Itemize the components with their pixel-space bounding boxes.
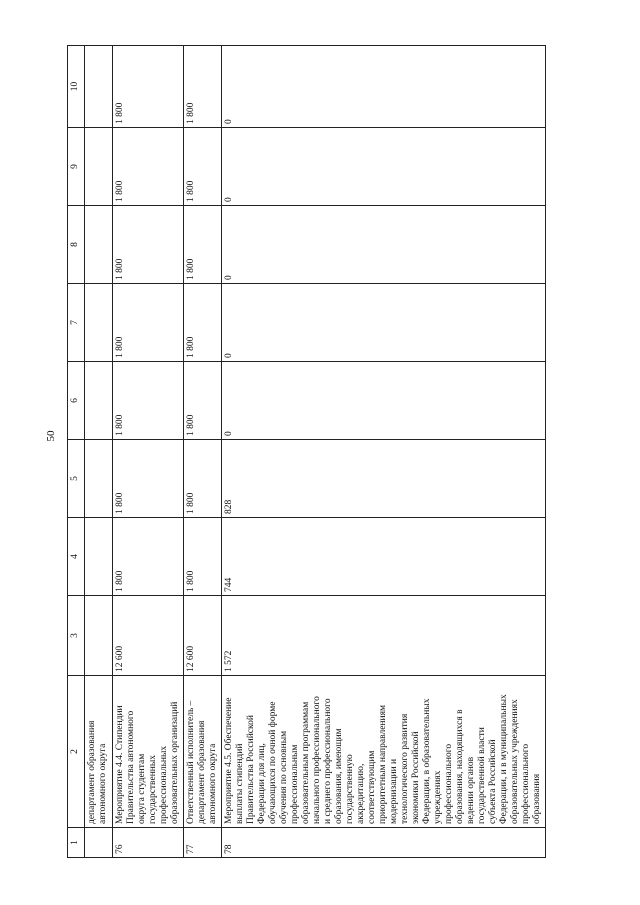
cell-value: 1 800 bbox=[184, 46, 222, 128]
page-number: 50 bbox=[45, 430, 57, 442]
cell-value: 0 bbox=[222, 46, 546, 128]
cell-value bbox=[85, 46, 113, 128]
column-header: 4 bbox=[68, 518, 85, 596]
table-row bbox=[113, 46, 184, 858]
column-header: 8 bbox=[68, 206, 85, 284]
cell-value bbox=[85, 284, 113, 362]
cell-value: 0 bbox=[222, 362, 546, 440]
cell-value: 744 bbox=[222, 518, 546, 596]
cell-value: 1 800 bbox=[113, 128, 184, 206]
row-description: Мероприятие 4.4. Стипендии Правительства автономного округа студентам государственных профессиональных образовательных организаций bbox=[113, 676, 184, 828]
row-description: Мероприятие 4.5. Обеспечение выплаты стипендий Правительства Российской Федерации для лиц, обучающихся по очной форме обучения по основным профессиональным образовательным программам начального профессионального и среднего профессионального образования, имеющим государственную аккредитацию, соответствующим приоритетным направлениям модернизации и технологического развития экономики Российской Федерации, в образовательных учреждениях профессионального образования, находящихся в ведении органов государственной власти субъекта Российской Федерации, и в муниципальных образовательных учреждениях профессионального образования bbox=[222, 676, 546, 828]
row-description: департамент образования автономного округа bbox=[85, 676, 113, 828]
cell-value: 0 bbox=[222, 284, 546, 362]
cell-value: 1 800 bbox=[113, 206, 184, 284]
cell-value: 1 800 bbox=[184, 284, 222, 362]
cell-value: 1 800 bbox=[184, 518, 222, 596]
cell-value: 0 bbox=[222, 206, 546, 284]
cell-value bbox=[85, 518, 113, 596]
row-index: 76 bbox=[113, 828, 184, 858]
cell-value bbox=[85, 128, 113, 206]
data-table bbox=[67, 45, 546, 858]
cell-value bbox=[85, 362, 113, 440]
cell-value: 1 800 bbox=[113, 284, 184, 362]
cell-value: 1 800 bbox=[184, 206, 222, 284]
column-header: 3 bbox=[68, 596, 85, 676]
cell-value: 828 bbox=[222, 440, 546, 518]
cell-value: 1 800 bbox=[184, 440, 222, 518]
column-header: 1 bbox=[68, 828, 85, 858]
cell-value bbox=[85, 596, 113, 676]
table-row bbox=[184, 46, 222, 858]
cell-value: 1 800 bbox=[184, 362, 222, 440]
cell-value: 1 800 bbox=[113, 46, 184, 128]
cell-value: 1 800 bbox=[113, 362, 184, 440]
column-header: 7 bbox=[68, 284, 85, 362]
column-header: 6 bbox=[68, 362, 85, 440]
cell-value: 12 600 bbox=[184, 596, 222, 676]
cell-value: 1 572 bbox=[222, 596, 546, 676]
table-row bbox=[222, 46, 546, 858]
column-header: 10 bbox=[68, 46, 85, 128]
row-description: Ответственный исполнитель – департамент образования автономного округа bbox=[184, 676, 222, 828]
row-index: 77 bbox=[184, 828, 222, 858]
cell-value: 1 800 bbox=[184, 128, 222, 206]
row-index: 78 bbox=[222, 828, 546, 858]
table-header-row bbox=[68, 46, 85, 858]
cell-value: 1 800 bbox=[113, 518, 184, 596]
table-row bbox=[85, 46, 113, 858]
column-header: 5 bbox=[68, 440, 85, 518]
cell-value: 0 bbox=[222, 128, 546, 206]
rotated-table-wrapper bbox=[67, 46, 573, 858]
column-header: 2 bbox=[68, 676, 85, 828]
row-index bbox=[85, 828, 113, 858]
cell-value bbox=[85, 206, 113, 284]
cell-value: 12 600 bbox=[113, 596, 184, 676]
column-header: 9 bbox=[68, 128, 85, 206]
cell-value bbox=[85, 440, 113, 518]
cell-value: 1 800 bbox=[113, 440, 184, 518]
